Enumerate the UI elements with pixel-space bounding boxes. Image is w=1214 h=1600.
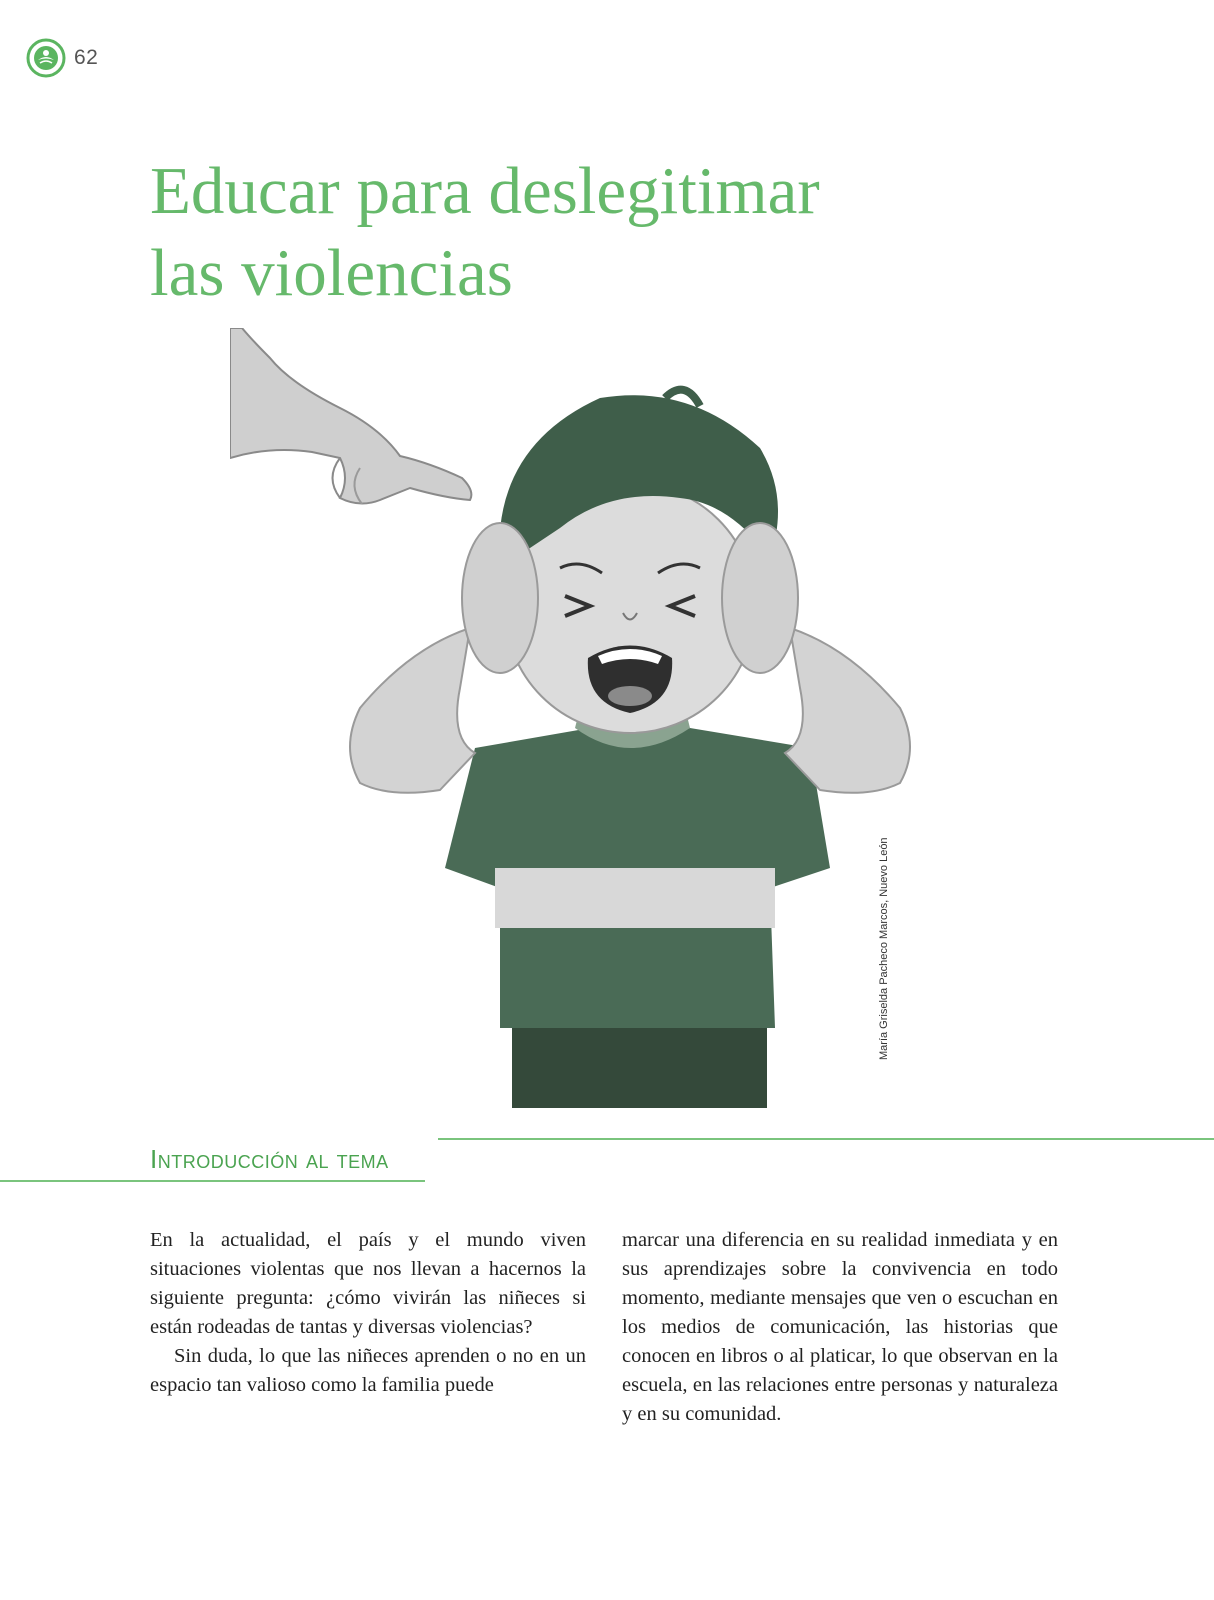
page-number: 62 — [74, 46, 99, 69]
crying-child-illustration — [230, 328, 930, 1108]
section-rule-right — [438, 1138, 1214, 1140]
pointing-hand-icon — [230, 328, 471, 504]
illustration-credit: María Griselda Pacheco Marcos, Nuevo León — [878, 837, 890, 1060]
page-marker — [26, 38, 98, 78]
body-column-right — [622, 1226, 1058, 1429]
title-line-1: Educar para deslegitimar — [150, 154, 820, 228]
book-logo-icon — [26, 38, 66, 78]
title-line-2: las violencias — [150, 236, 513, 310]
paragraph-2: Sin duda, lo que las niñeces aprenden o no en un espacio tan valioso como la familia puede — [150, 1345, 586, 1396]
page-title — [150, 150, 820, 314]
paragraph-1: En la actualidad, el país y el mundo viven situaciones violentas que nos llevan a hacernos la siguiente pregunta: ¿cómo vivirán las niñeces si están rodeadas de tantas y diversas violencias? — [150, 1229, 586, 1338]
body-column-left — [150, 1226, 586, 1400]
section-rule-left — [0, 1180, 425, 1182]
section-heading: Introducción al tema — [150, 1144, 389, 1174]
paragraph-2-continued: marcar una diferencia en su realidad inmediata y en sus aprendizajes sobre la convivencia en todo momento, mediante mensajes que ven o escuchan en los medios de comunicación, las historias que conocen en libros o al platicar, lo que observan en la escuela, en las relaciones entre personas y naturaleza y en su comunidad. — [622, 1229, 1058, 1425]
